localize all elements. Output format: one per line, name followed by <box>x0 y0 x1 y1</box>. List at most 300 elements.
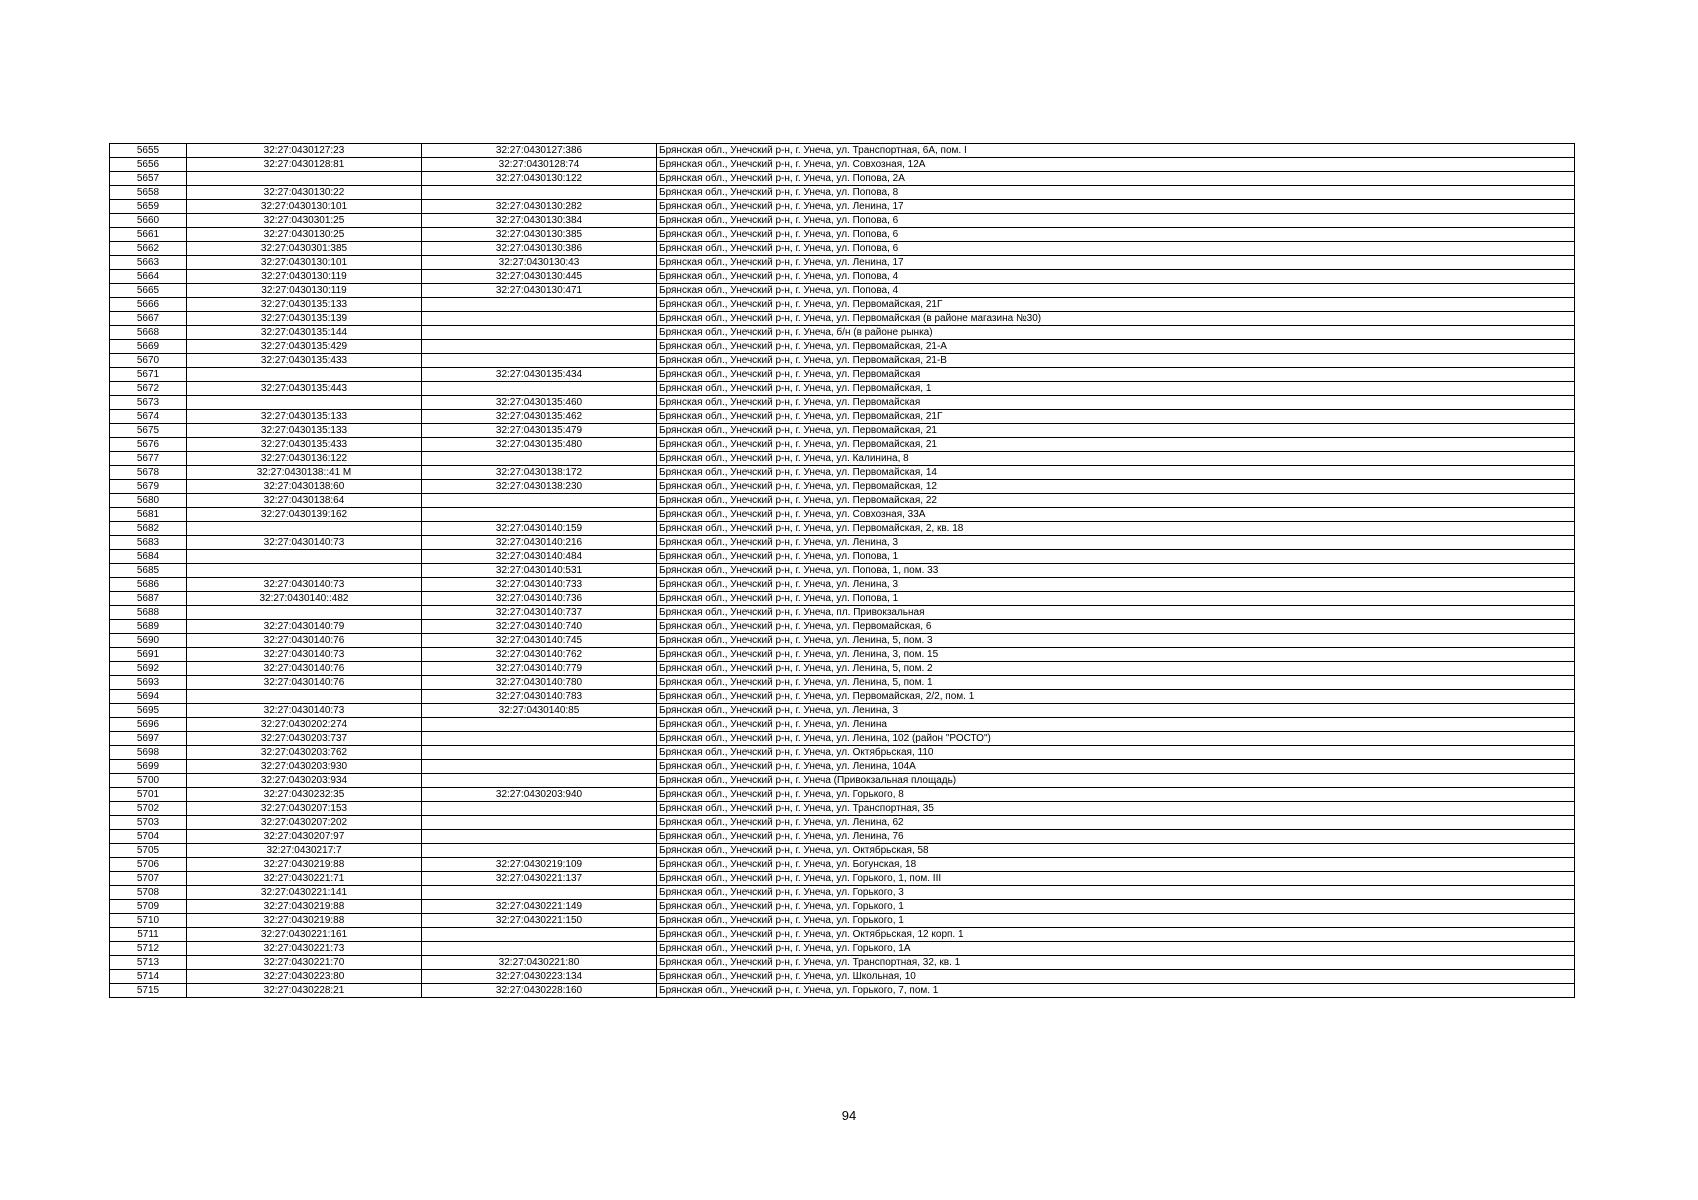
cadastral-number-cell: 32:27:0430130:101 <box>187 200 422 214</box>
table-row <box>110 522 1575 536</box>
table-row <box>110 872 1575 886</box>
table-row <box>110 354 1575 368</box>
cadastral-number-cell: 32:27:0430140:76 <box>187 634 422 648</box>
row-number-cell: 5687 <box>110 592 187 606</box>
row-number-cell: 5714 <box>110 970 187 984</box>
table-row <box>110 382 1575 396</box>
address-cell: Брянская обл., Унечский р-н, г. Унеча, ул. Попова, 6 <box>657 214 1575 228</box>
cadastral-number-cell: 32:27:0430217:7 <box>187 844 422 858</box>
table-row <box>110 690 1575 704</box>
object-cadastral-number-cell: 32:27:0430221:137 <box>422 872 657 886</box>
cadastral-number-cell: 32:27:0430140:76 <box>187 662 422 676</box>
address-cell: Брянская обл., Унечский р-н, г. Унеча, ул. Транспортная, 6А, пом. I <box>657 144 1575 158</box>
object-cadastral-number-cell: 32:27:0430140:740 <box>422 620 657 634</box>
row-number-cell: 5705 <box>110 844 187 858</box>
row-number-cell: 5680 <box>110 494 187 508</box>
address-cell: Брянская обл., Унечский р-н, г. Унеча, ул. Горького, 1А <box>657 942 1575 956</box>
register-table-body <box>110 144 1575 998</box>
object-cadastral-number-cell: 32:27:0430140:85 <box>422 704 657 718</box>
row-number-cell: 5702 <box>110 802 187 816</box>
cadastral-number-cell: 32:27:0430207:202 <box>187 816 422 830</box>
row-number-cell: 5683 <box>110 536 187 550</box>
table-row <box>110 424 1575 438</box>
row-number-cell: 5674 <box>110 410 187 424</box>
row-number-cell: 5678 <box>110 466 187 480</box>
table-row <box>110 606 1575 620</box>
cadastral-number-cell: 32:27:0430228:21 <box>187 984 422 998</box>
table-row <box>110 928 1575 942</box>
address-cell: Брянская обл., Унечский р-н, г. Унеча, ул. Первомайская, 1 <box>657 382 1575 396</box>
address-cell: Брянская обл., Унечский р-н, г. Унеча, ул. Попова, 2А <box>657 172 1575 186</box>
address-cell: Брянская обл., Унечский р-н, г. Унеча, ул. Совхозная, 12А <box>657 158 1575 172</box>
object-cadastral-number-cell: 32:27:0430221:149 <box>422 900 657 914</box>
cadastral-number-cell: 32:27:0430130:101 <box>187 256 422 270</box>
table-row <box>110 620 1575 634</box>
row-number-cell: 5663 <box>110 256 187 270</box>
table-row <box>110 830 1575 844</box>
address-cell: Брянская обл., Унечский р-н, г. Унеча, ул. Попова, 4 <box>657 270 1575 284</box>
table-row <box>110 858 1575 872</box>
address-cell: Брянская обл., Унечский р-н, г. Унеча, ул. Ленина, 104А <box>657 760 1575 774</box>
table-row <box>110 900 1575 914</box>
address-cell: Брянская обл., Унечский р-н, г. Унеча, ул. Горького, 1 <box>657 900 1575 914</box>
address-cell: Брянская обл., Унечский р-н, г. Унеча, ул. Первомайская (в районе магазина №30) <box>657 312 1575 326</box>
address-cell: Брянская обл., Унечский р-н, г. Унеча, ул. Попова, 1 <box>657 550 1575 564</box>
table-row <box>110 228 1575 242</box>
cadastral-number-cell <box>187 564 422 578</box>
address-cell: Брянская обл., Унечский р-н, г. Унеча, ул. Горького, 1, пом. III <box>657 872 1575 886</box>
address-cell: Брянская обл., Унечский р-н, г. Унеча, ул. Ленина, 5, пом. 2 <box>657 662 1575 676</box>
cadastral-number-cell: 32:27:0430221:141 <box>187 886 422 900</box>
row-number-cell: 5664 <box>110 270 187 284</box>
object-cadastral-number-cell: 32:27:0430130:386 <box>422 242 657 256</box>
row-number-cell: 5694 <box>110 690 187 704</box>
cadastral-number-cell: 32:27:0430138:64 <box>187 494 422 508</box>
address-cell: Брянская обл., Унечский р-н, г. Унеча, ул. Попова, 1, пом. 33 <box>657 564 1575 578</box>
cadastral-number-cell: 32:27:0430221:161 <box>187 928 422 942</box>
cadastral-number-cell: 32:27:0430207:97 <box>187 830 422 844</box>
table-row <box>110 914 1575 928</box>
object-cadastral-number-cell <box>422 830 657 844</box>
table-row <box>110 718 1575 732</box>
address-cell: Брянская обл., Унечский р-н, г. Унеча, ул. Первомайская <box>657 396 1575 410</box>
row-number-cell: 5698 <box>110 746 187 760</box>
row-number-cell: 5661 <box>110 228 187 242</box>
cadastral-number-cell: 32:27:0430135:133 <box>187 410 422 424</box>
object-cadastral-number-cell <box>422 186 657 200</box>
table-row <box>110 536 1575 550</box>
address-cell: Брянская обл., Унечский р-н, г. Унеча, ул. Ленина, 5, пом. 1 <box>657 676 1575 690</box>
table-row <box>110 452 1575 466</box>
address-cell: Брянская обл., Унечский р-н, г. Унеча, ул. Ленина, 3, пом. 15 <box>657 648 1575 662</box>
table-row <box>110 676 1575 690</box>
cadastral-number-cell: 32:27:0430301:385 <box>187 242 422 256</box>
table-row <box>110 774 1575 788</box>
table-row <box>110 466 1575 480</box>
address-cell: Брянская обл., Унечский р-н, г. Унеча, ул. Октябрьская, 12 корп. 1 <box>657 928 1575 942</box>
row-number-cell: 5708 <box>110 886 187 900</box>
cadastral-number-cell: 32:27:0430140:73 <box>187 648 422 662</box>
table-row <box>110 746 1575 760</box>
table-row <box>110 186 1575 200</box>
cadastral-number-cell <box>187 690 422 704</box>
cadastral-number-cell: 32:27:0430139:162 <box>187 508 422 522</box>
address-cell: Брянская обл., Унечский р-н, г. Унеча, ул. Транспортная, 32, кв. 1 <box>657 956 1575 970</box>
object-cadastral-number-cell: 32:27:0430130:471 <box>422 284 657 298</box>
object-cadastral-number-cell: 32:27:0430130:445 <box>422 270 657 284</box>
object-cadastral-number-cell: 32:27:0430130:282 <box>422 200 657 214</box>
object-cadastral-number-cell: 32:27:0430140:216 <box>422 536 657 550</box>
cadastral-number-cell: 32:27:0430232:35 <box>187 788 422 802</box>
object-cadastral-number-cell: 32:27:0430203:940 <box>422 788 657 802</box>
table-row <box>110 816 1575 830</box>
row-number-cell: 5672 <box>110 382 187 396</box>
table-row <box>110 592 1575 606</box>
cadastral-number-cell: 32:27:0430140:73 <box>187 536 422 550</box>
row-number-cell: 5713 <box>110 956 187 970</box>
table-row <box>110 256 1575 270</box>
address-cell: Брянская обл., Унечский р-н, г. Унеча, ул. Горького, 7, пом. 1 <box>657 984 1575 998</box>
address-cell: Брянская обл., Унечский р-н, г. Унеча, ул. Попова, 4 <box>657 284 1575 298</box>
table-row <box>110 550 1575 564</box>
row-number-cell: 5668 <box>110 326 187 340</box>
object-cadastral-number-cell: 32:27:0430140:745 <box>422 634 657 648</box>
table-row <box>110 298 1575 312</box>
row-number-cell: 5706 <box>110 858 187 872</box>
cadastral-number-cell: 32:27:0430135:433 <box>187 438 422 452</box>
address-cell: Брянская обл., Унечский р-н, г. Унеча, ул. Совхозная, 33А <box>657 508 1575 522</box>
row-number-cell: 5662 <box>110 242 187 256</box>
object-cadastral-number-cell: 32:27:0430228:160 <box>422 984 657 998</box>
object-cadastral-number-cell: 32:27:0430140:780 <box>422 676 657 690</box>
table-row <box>110 368 1575 382</box>
cadastral-number-cell: 32:27:0430203:762 <box>187 746 422 760</box>
address-cell: Брянская обл., Унечский р-н, г. Унеча, ул. Ленина, 17 <box>657 200 1575 214</box>
cadastral-number-cell: 32:27:0430128:81 <box>187 158 422 172</box>
table-row <box>110 508 1575 522</box>
address-cell: Брянская обл., Унечский р-н, г. Унеча, ул. Ленина, 17 <box>657 256 1575 270</box>
table-row <box>110 340 1575 354</box>
object-cadastral-number-cell: 32:27:0430135:434 <box>422 368 657 382</box>
address-cell: Брянская обл., Унечский р-н, г. Унеча, ул. Первомайская, 22 <box>657 494 1575 508</box>
address-cell: Брянская обл., Унечский р-н, г. Унеча, ул. Попова, 1 <box>657 592 1575 606</box>
row-number-cell: 5686 <box>110 578 187 592</box>
address-cell: Брянская обл., Унечский р-н, г. Унеча, ул. Ленина, 102 (район "РОСТО") <box>657 732 1575 746</box>
cadastral-number-cell: 32:27:0430135:133 <box>187 298 422 312</box>
object-cadastral-number-cell: 32:27:0430140:779 <box>422 662 657 676</box>
object-cadastral-number-cell <box>422 844 657 858</box>
table-row <box>110 942 1575 956</box>
object-cadastral-number-cell: 32:27:0430135:480 <box>422 438 657 452</box>
row-number-cell: 5655 <box>110 144 187 158</box>
object-cadastral-number-cell: 32:27:0430140:737 <box>422 606 657 620</box>
cadastral-number-cell: 32:27:0430140:73 <box>187 578 422 592</box>
table-row <box>110 312 1575 326</box>
table-row <box>110 844 1575 858</box>
table-row <box>110 494 1575 508</box>
address-cell: Брянская обл., Унечский р-н, г. Унеча, ул. Горького, 3 <box>657 886 1575 900</box>
object-cadastral-number-cell: 32:27:0430130:384 <box>422 214 657 228</box>
cadastral-number-cell: 32:27:0430203:934 <box>187 774 422 788</box>
cadastral-number-cell: 32:27:0430136:122 <box>187 452 422 466</box>
address-cell: Брянская обл., Унечский р-н, г. Унеча, ул. Первомайская, 12 <box>657 480 1575 494</box>
row-number-cell: 5658 <box>110 186 187 200</box>
row-number-cell: 5712 <box>110 942 187 956</box>
cadastral-number-cell: 32:27:0430140:73 <box>187 704 422 718</box>
cadastral-number-cell: 32:27:0430130:119 <box>187 270 422 284</box>
object-cadastral-number-cell: 32:27:0430130:385 <box>422 228 657 242</box>
cadastral-number-cell: 32:27:0430219:88 <box>187 914 422 928</box>
address-cell: Брянская обл., Унечский р-н, г. Унеча, ул. Школьная, 10 <box>657 970 1575 984</box>
address-cell: Брянская обл., Унечский р-н, г. Унеча, ул. Первомайская, 21Г <box>657 410 1575 424</box>
object-cadastral-number-cell <box>422 816 657 830</box>
address-cell: Брянская обл., Унечский р-н, г. Унеча, ул. Ленина <box>657 718 1575 732</box>
row-number-cell: 5695 <box>110 704 187 718</box>
cadastral-number-cell: 32:27:0430140:79 <box>187 620 422 634</box>
object-cadastral-number-cell <box>422 340 657 354</box>
row-number-cell: 5699 <box>110 760 187 774</box>
row-number-cell: 5677 <box>110 452 187 466</box>
row-number-cell: 5657 <box>110 172 187 186</box>
object-cadastral-number-cell: 32:27:0430223:134 <box>422 970 657 984</box>
table-row <box>110 984 1575 998</box>
address-cell: Брянская обл., Унечский р-н, г. Унеча, ул. Горького, 8 <box>657 788 1575 802</box>
cadastral-number-cell: 32:27:0430219:88 <box>187 900 422 914</box>
row-number-cell: 5709 <box>110 900 187 914</box>
page-number: 94 <box>841 1108 857 1123</box>
address-cell: Брянская обл., Унечский р-н, г. Унеча, б/н (в районе рынка) <box>657 326 1575 340</box>
row-number-cell: 5666 <box>110 298 187 312</box>
cadastral-number-cell: 32:27:0430202:274 <box>187 718 422 732</box>
object-cadastral-number-cell: 32:27:0430221:150 <box>422 914 657 928</box>
object-cadastral-number-cell <box>422 312 657 326</box>
cadastral-number-cell: 32:27:0430203:930 <box>187 760 422 774</box>
table-row <box>110 242 1575 256</box>
address-cell: Брянская обл., Унечский р-н, г. Унеча, ул. Первомайская, 6 <box>657 620 1575 634</box>
address-cell: Брянская обл., Унечский р-н, г. Унеча, ул. Ленина, 76 <box>657 830 1575 844</box>
row-number-cell: 5671 <box>110 368 187 382</box>
cadastral-number-cell: 32:27:0430221:71 <box>187 872 422 886</box>
cadastral-number-cell: 32:27:0430140:76 <box>187 676 422 690</box>
object-cadastral-number-cell <box>422 760 657 774</box>
row-number-cell: 5715 <box>110 984 187 998</box>
cadastral-number-cell: 32:27:0430135:429 <box>187 340 422 354</box>
row-number-cell: 5667 <box>110 312 187 326</box>
cadastral-number-cell: 32:27:0430130:25 <box>187 228 422 242</box>
object-cadastral-number-cell <box>422 452 657 466</box>
address-cell: Брянская обл., Унечский р-н, г. Унеча, ул. Первомайская <box>657 368 1575 382</box>
object-cadastral-number-cell: 32:27:0430140:531 <box>422 564 657 578</box>
cadastral-number-cell: 32:27:0430130:119 <box>187 284 422 298</box>
row-number-cell: 5704 <box>110 830 187 844</box>
object-cadastral-number-cell: 32:27:0430219:109 <box>422 858 657 872</box>
table-row <box>110 214 1575 228</box>
table-row <box>110 886 1575 900</box>
table-row <box>110 732 1575 746</box>
table-row <box>110 970 1575 984</box>
cadastral-number-cell: 32:27:0430135:139 <box>187 312 422 326</box>
row-number-cell: 5692 <box>110 662 187 676</box>
row-number-cell: 5660 <box>110 214 187 228</box>
table-row <box>110 270 1575 284</box>
table-row <box>110 662 1575 676</box>
address-cell: Брянская обл., Унечский р-н, г. Унеча, ул. Первомайская, 2/2, пом. 1 <box>657 690 1575 704</box>
table-row <box>110 648 1575 662</box>
cadastral-number-cell <box>187 396 422 410</box>
address-cell: Брянская обл., Унечский р-н, г. Унеча, ул. Транспортная, 35 <box>657 802 1575 816</box>
object-cadastral-number-cell <box>422 746 657 760</box>
object-cadastral-number-cell <box>422 298 657 312</box>
row-number-cell: 5679 <box>110 480 187 494</box>
object-cadastral-number-cell <box>422 494 657 508</box>
address-cell: Брянская обл., Унечский р-н, г. Унеча, ул. Первомайская, 21Г <box>657 298 1575 312</box>
table-row <box>110 284 1575 298</box>
object-cadastral-number-cell: 32:27:0430140:733 <box>422 578 657 592</box>
row-number-cell: 5675 <box>110 424 187 438</box>
object-cadastral-number-cell: 32:27:0430140:783 <box>422 690 657 704</box>
cadastral-number-cell: 32:27:0430223:80 <box>187 970 422 984</box>
object-cadastral-number-cell: 32:27:0430140:762 <box>422 648 657 662</box>
row-number-cell: 5710 <box>110 914 187 928</box>
cadastral-number-cell: 32:27:0430207:153 <box>187 802 422 816</box>
row-number-cell: 5685 <box>110 564 187 578</box>
object-cadastral-number-cell: 32:27:0430135:479 <box>422 424 657 438</box>
row-number-cell: 5656 <box>110 158 187 172</box>
table-row <box>110 396 1575 410</box>
object-cadastral-number-cell: 32:27:0430221:80 <box>422 956 657 970</box>
address-cell: Брянская обл., Унечский р-н, г. Унеча, ул. Ленина, 3 <box>657 578 1575 592</box>
object-cadastral-number-cell <box>422 508 657 522</box>
row-number-cell: 5669 <box>110 340 187 354</box>
row-number-cell: 5711 <box>110 928 187 942</box>
object-cadastral-number-cell: 32:27:0430138:230 <box>422 480 657 494</box>
address-cell: Брянская обл., Унечский р-н, г. Унеча, ул. Горького, 1 <box>657 914 1575 928</box>
cadastral-number-cell: 32:27:0430219:88 <box>187 858 422 872</box>
object-cadastral-number-cell <box>422 774 657 788</box>
address-cell: Брянская обл., Унечский р-н, г. Унеча, ул. Попова, 6 <box>657 242 1575 256</box>
object-cadastral-number-cell: 32:27:0430130:122 <box>422 172 657 186</box>
property-register-table <box>109 143 1575 998</box>
table-row <box>110 200 1575 214</box>
cadastral-number-cell: 32:27:0430138::41 М <box>187 466 422 480</box>
address-cell: Брянская обл., Унечский р-н, г. Унеча, ул. Попова, 6 <box>657 228 1575 242</box>
cadastral-number-cell: 32:27:0430301:25 <box>187 214 422 228</box>
address-cell: Брянская обл., Унечский р-н, г. Унеча, ул. Ленина, 5, пом. 3 <box>657 634 1575 648</box>
object-cadastral-number-cell <box>422 326 657 340</box>
cadastral-number-cell <box>187 172 422 186</box>
address-cell: Брянская обл., Унечский р-н, г. Унеча, ул. Первомайская, 21-В <box>657 354 1575 368</box>
table-row <box>110 788 1575 802</box>
cadastral-number-cell: 32:27:0430135:433 <box>187 354 422 368</box>
table-row <box>110 144 1575 158</box>
object-cadastral-number-cell <box>422 354 657 368</box>
cadastral-number-cell <box>187 368 422 382</box>
cadastral-number-cell: 32:27:0430203:737 <box>187 732 422 746</box>
table-row <box>110 760 1575 774</box>
address-cell: Брянская обл., Унечский р-н, г. Унеча, ул. Первомайская, 21 <box>657 438 1575 452</box>
row-number-cell: 5691 <box>110 648 187 662</box>
cadastral-number-cell: 32:27:0430221:70 <box>187 956 422 970</box>
address-cell: Брянская обл., Унечский р-н, г. Унеча, ул. Попова, 8 <box>657 186 1575 200</box>
row-number-cell: 5684 <box>110 550 187 564</box>
object-cadastral-number-cell <box>422 382 657 396</box>
row-number-cell: 5681 <box>110 508 187 522</box>
row-number-cell: 5682 <box>110 522 187 536</box>
cadastral-number-cell: 32:27:0430221:73 <box>187 942 422 956</box>
cadastral-number-cell: 32:27:0430135:144 <box>187 326 422 340</box>
row-number-cell: 5696 <box>110 718 187 732</box>
address-cell: Брянская обл., Унечский р-н, г. Унеча, пл. Привокзальная <box>657 606 1575 620</box>
row-number-cell: 5701 <box>110 788 187 802</box>
cadastral-number-cell <box>187 522 422 536</box>
address-cell: Брянская обл., Унечский р-н, г. Унеча, ул. Первомайская, 21-А <box>657 340 1575 354</box>
address-cell: Брянская обл., Унечский р-н, г. Унеча, ул. Октябрьская, 110 <box>657 746 1575 760</box>
cadastral-number-cell <box>187 550 422 564</box>
row-number-cell: 5689 <box>110 620 187 634</box>
row-number-cell: 5693 <box>110 676 187 690</box>
row-number-cell: 5673 <box>110 396 187 410</box>
object-cadastral-number-cell: 32:27:0430130:43 <box>422 256 657 270</box>
table-row <box>110 956 1575 970</box>
object-cadastral-number-cell <box>422 718 657 732</box>
object-cadastral-number-cell: 32:27:0430140:159 <box>422 522 657 536</box>
table-row <box>110 634 1575 648</box>
object-cadastral-number-cell: 32:27:0430140:736 <box>422 592 657 606</box>
row-number-cell: 5703 <box>110 816 187 830</box>
object-cadastral-number-cell <box>422 928 657 942</box>
object-cadastral-number-cell: 32:27:0430140:484 <box>422 550 657 564</box>
row-number-cell: 5690 <box>110 634 187 648</box>
row-number-cell: 5688 <box>110 606 187 620</box>
table-row <box>110 438 1575 452</box>
table-row <box>110 704 1575 718</box>
row-number-cell: 5665 <box>110 284 187 298</box>
address-cell: Брянская обл., Унечский р-н, г. Унеча, ул. Ленина, 62 <box>657 816 1575 830</box>
row-number-cell: 5676 <box>110 438 187 452</box>
object-cadastral-number-cell <box>422 802 657 816</box>
cadastral-number-cell: 32:27:0430140::482 <box>187 592 422 606</box>
address-cell: Брянская обл., Унечский р-н, г. Унеча (Привокзальная площадь) <box>657 774 1575 788</box>
table-row <box>110 480 1575 494</box>
table-row <box>110 158 1575 172</box>
address-cell: Брянская обл., Унечский р-н, г. Унеча, ул. Ленина, 3 <box>657 536 1575 550</box>
cadastral-number-cell: 32:27:0430135:443 <box>187 382 422 396</box>
cadastral-number-cell <box>187 606 422 620</box>
object-cadastral-number-cell <box>422 732 657 746</box>
row-number-cell: 5659 <box>110 200 187 214</box>
table-row <box>110 172 1575 186</box>
table-row <box>110 578 1575 592</box>
table-row <box>110 564 1575 578</box>
table-row <box>110 802 1575 816</box>
object-cadastral-number-cell: 32:27:0430127:386 <box>422 144 657 158</box>
address-cell: Брянская обл., Унечский р-н, г. Унеча, ул. Ленина, 3 <box>657 704 1575 718</box>
cadastral-number-cell: 32:27:0430127:23 <box>187 144 422 158</box>
table-row <box>110 410 1575 424</box>
object-cadastral-number-cell <box>422 942 657 956</box>
object-cadastral-number-cell: 32:27:0430138:172 <box>422 466 657 480</box>
row-number-cell: 5700 <box>110 774 187 788</box>
object-cadastral-number-cell <box>422 886 657 900</box>
address-cell: Брянская обл., Унечский р-н, г. Унеча, ул. Богунская, 18 <box>657 858 1575 872</box>
address-cell: Брянская обл., Унечский р-н, г. Унеча, ул. Первомайская, 14 <box>657 466 1575 480</box>
row-number-cell: 5670 <box>110 354 187 368</box>
address-cell: Брянская обл., Унечский р-н, г. Унеча, ул. Октябрьская, 58 <box>657 844 1575 858</box>
address-cell: Брянская обл., Унечский р-н, г. Унеча, ул. Калинина, 8 <box>657 452 1575 466</box>
cadastral-number-cell: 32:27:0430138:60 <box>187 480 422 494</box>
address-cell: Брянская обл., Унечский р-н, г. Унеча, ул. Первомайская, 2, кв. 18 <box>657 522 1575 536</box>
table-row <box>110 326 1575 340</box>
